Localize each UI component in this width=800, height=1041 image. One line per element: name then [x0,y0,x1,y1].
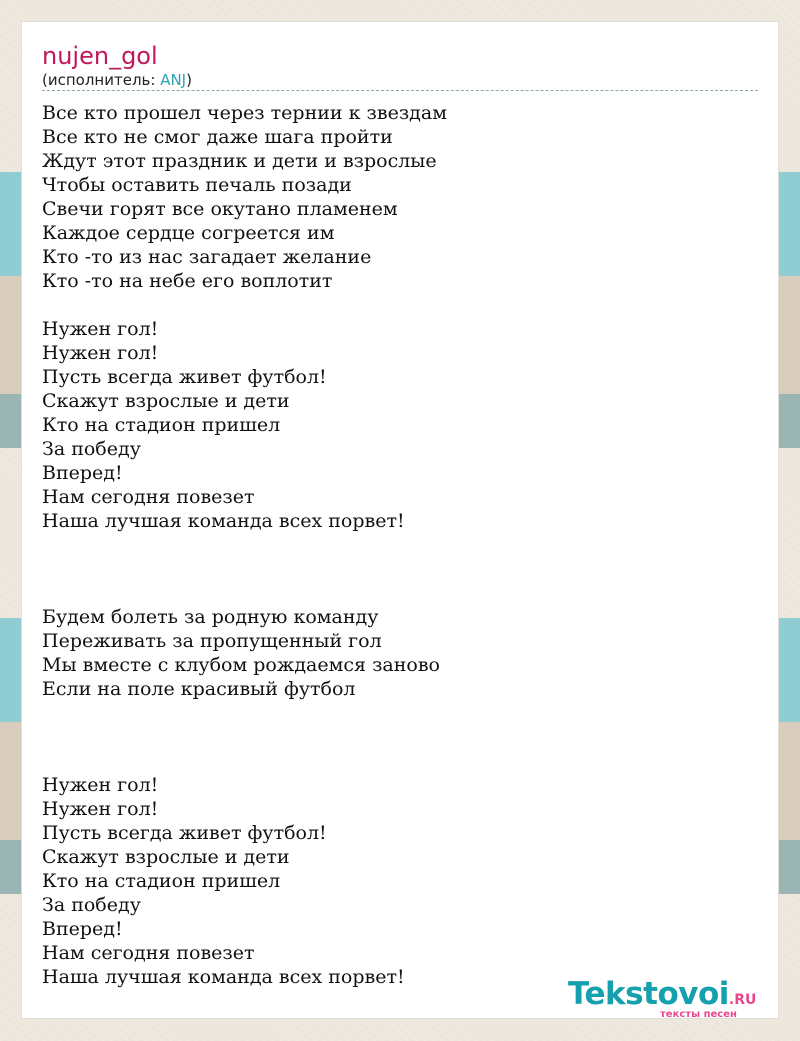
lyric-line: Скажут взрослые и дети [42,846,290,868]
lyric-line: Кто на стадион пришел [42,414,281,436]
header-divider [42,90,758,91]
lyric-line: Чтобы оставить печаль позади [42,174,352,196]
lyric-line: Вперед! [42,462,123,484]
artist-suffix: ) [186,71,192,89]
song-title: nujen_gol [42,42,158,70]
lyric-line: Все кто прошел через тернии к звездам [42,102,447,124]
lyric-line: За победу [42,438,141,460]
lyric-line: Вперед! [42,918,123,940]
lyric-line: Каждое сердце согреется им [42,222,335,244]
lyric-line: Нужен гол! [42,798,159,820]
lyric-line: Нужен гол! [42,774,159,796]
lyric-line: Ждут этот праздник и дети и взрослые [42,150,437,172]
lyric-blank-line [42,701,758,725]
lyric-line: Все кто не смог даже шага пройти [42,126,393,148]
lyric-line: Скажут взрослые и дети [42,390,290,412]
lyric-blank-line [42,293,758,317]
lyric-line: Свечи горят все окутано пламенем [42,198,398,220]
logo-tagline: тексты песен [660,1009,737,1020]
lyric-line: Кто на стадион пришел [42,870,281,892]
artist-line [42,71,192,89]
lyric-line: Будем болеть за родную команду [42,606,379,628]
logo-name: Tekstovoi [568,976,729,1012]
lyric-line: Наша лучшая команда всех порвет! [42,510,405,532]
lyric-line: Нужен гол! [42,318,159,340]
lyric-blank-line [42,533,758,557]
lyric-blank-line [42,557,758,581]
lyrics-card [22,22,778,1018]
lyric-line: Мы вместе с клубом рождаемся заново [42,654,440,676]
lyric-line: Переживать за пропущенный гол [42,630,382,652]
lyrics-text [42,101,758,989]
lyric-line: Пусть всегда живет футбол! [42,366,327,388]
lyric-blank-line [42,749,758,773]
lyric-line: За победу [42,894,141,916]
lyric-line: Если на поле красивый футбол [42,678,356,700]
artist-prefix: (исполнитель: [42,71,161,89]
logo-tld: .RU [728,992,757,1008]
lyric-line: Пусть всегда живет футбол! [42,822,327,844]
lyric-line: Нужен гол! [42,342,159,364]
lyric-line: Нам сегодня повезет [42,486,255,508]
lyric-line: Кто -то на небе его воплотит [42,270,333,292]
artist-link[interactable]: ANJ [160,71,187,89]
lyric-line: Кто -то из нас загадает желание [42,246,372,268]
lyric-blank-line [42,581,758,605]
lyric-blank-line [42,725,758,749]
lyric-line: Наша лучшая команда всех порвет! [42,966,405,988]
tekstovoi-logo[interactable] [568,974,778,1024]
lyric-line: Нам сегодня повезет [42,942,255,964]
